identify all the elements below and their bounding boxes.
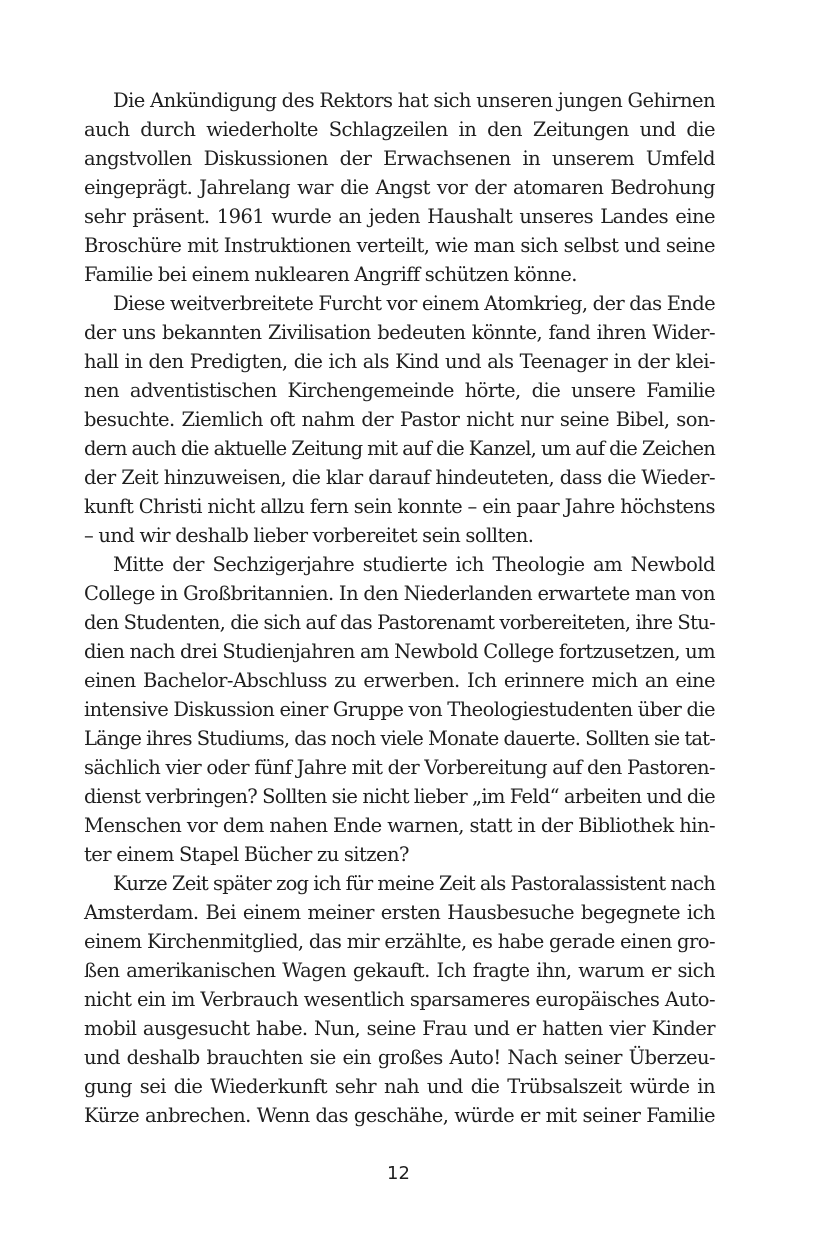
text-line: Menschen vor dem nahen Ende warnen, statt in der Bibliothek hin- xyxy=(84,814,715,837)
text-line: Länge ihres Studiums, das noch viele Monate dauerte. Sollten sie tat- xyxy=(84,727,715,750)
text-line: ßen amerikanischen Wagen gekauft. Ich fragte ihn, warum er sich xyxy=(84,959,715,982)
text-line: Mitte der Sechzigerjahre studierte ich Theologie am Newbold xyxy=(113,553,715,576)
text-line: Broschüre mit Instruktionen verteilt, wie man sich selbst und seine xyxy=(84,234,715,257)
text-line: den Studenten, die sich auf das Pastorenamt vorbereiteten, ihre Stu- xyxy=(84,611,715,634)
text-line: der Zeit hinzuweisen, die klar darauf hindeuteten, dass die Wieder- xyxy=(84,466,715,489)
paragraph xyxy=(84,869,715,1130)
text-line: Familie bei einem nuklearen Angriff schützen könne. xyxy=(84,263,577,286)
text-line: der uns bekannten Zivilisation bedeuten könnte, fand ihren Wider- xyxy=(84,321,715,344)
text-line: – und wir deshalb lieber vorbereitet sein sollten. xyxy=(84,524,534,547)
text-line: gung sei die Wiederkunft sehr nah und die Trübsalszeit würde in xyxy=(84,1075,715,1098)
text-line: ter einem Stapel Bücher zu sitzen? xyxy=(84,843,409,866)
text-line: hall in den Predigten, die ich als Kind und als Teenager in der klei- xyxy=(84,350,715,373)
paragraph xyxy=(84,86,715,289)
text-line: auch durch wiederholte Schlagzeilen in den Zeitungen und die xyxy=(84,118,715,141)
text-line: kunft Christi nicht allzu fern sein konnte – ein paar Jahre höchstens xyxy=(84,495,715,518)
text-line: dienst verbringen? Sollten sie nicht lieber „im Feld“ arbeiten und die xyxy=(84,785,715,808)
text-line: einem Kirchenmitglied, das mir erzählte, es habe gerade einen gro- xyxy=(84,930,715,953)
text-line: College in Großbritannien. In den Niederlanden erwartete man von xyxy=(84,582,715,605)
text-line: einen Bachelor-Abschluss zu erwerben. Ich erinnere mich an eine xyxy=(84,669,715,692)
text-line: intensive Diskussion einer Gruppe von Theologiestudenten über die xyxy=(84,698,715,721)
text-line: Kurze Zeit später zog ich für meine Zeit als Pastoralassistent nach xyxy=(113,872,715,895)
text-line: besuchte. Ziemlich oft nahm der Pastor nicht nur seine Bibel, son- xyxy=(84,408,715,431)
page-number: 12 xyxy=(387,1163,410,1184)
text-line: angstvollen Diskussionen der Erwachsenen in unserem Umfeld xyxy=(84,147,715,170)
text-line: eingeprägt. Jahrelang war die Angst vor der atomaren Bedrohung xyxy=(84,176,715,199)
text-line: Amsterdam. Bei einem meiner ersten Hausbesuche begegnete ich xyxy=(84,901,715,924)
paragraph xyxy=(84,289,715,550)
text-line: dern auch die aktuelle Zeitung mit auf die Kanzel, um auf die Zeichen xyxy=(84,437,715,460)
text-line: Kürze anbrechen. Wenn das geschähe, würde er mit seiner Familie xyxy=(84,1104,715,1127)
text-line: dien nach drei Studienjahren am Newbold College fortzusetzen, um xyxy=(84,640,715,663)
text-line: Diese weitverbreitete Furcht vor einem Atomkrieg, der das Ende xyxy=(113,292,715,315)
paragraph xyxy=(84,550,715,869)
text-line: und deshalb brauchten sie ein großes Auto! Nach seiner Überzeu- xyxy=(84,1046,715,1069)
text-line: nicht ein im Verbrauch wesentlich sparsameres europäisches Auto- xyxy=(84,988,715,1011)
text-line: sehr präsent. 1961 wurde an jeden Haushalt unseres Landes eine xyxy=(84,205,715,228)
text-line: nen adventistischen Kirchengemeinde hörte, die unsere Familie xyxy=(84,379,715,402)
text-line: mobil ausgesucht habe. Nun, seine Frau und er hatten vier Kinder xyxy=(84,1017,715,1040)
body-text xyxy=(84,86,715,1130)
text-line: sächlich vier oder fünf Jahre mit der Vorbereitung auf den Pastoren- xyxy=(84,756,715,779)
text-line: Die Ankündigung des Rektors hat sich unseren jungen Gehirnen xyxy=(113,89,715,112)
